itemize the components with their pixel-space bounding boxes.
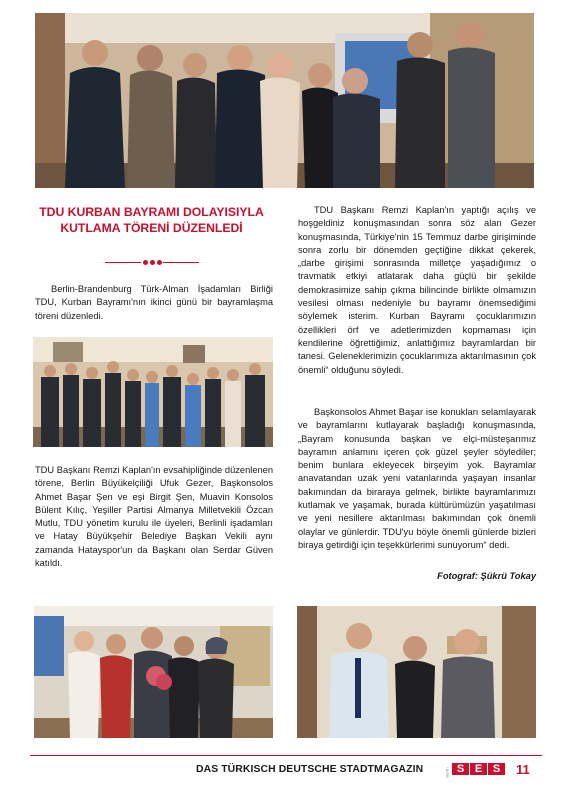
footer-rule [30,755,542,756]
article-intro: Berlin-Brandenburg Türk-Alman İşadamları Birliği TDU, Kurban Bayramı'nın ikinci günü bir bayramlaşma töreni düzenledi. [35,284,273,321]
article-paragraph-1: TDU Başkanı Remzi Kaplan'ın evsahipliğinde düzenlenen törene, Berlin Büyükelçiliği Ufuk Gezer, Başkonsolos Ahmet Başar Şen ve eşi Birgit Şen, Muavin Konsolos Bülent Kılıç, Yeşiller Partisi Almanya Milletvekili Özcan Mutlu, TDU yönetim kurulu ile üyeleri, Berlinli işadamları ve Hatay Büyükşehir Belediye Başkan Vekili aynı zamanda Hatayspor'un da Başkanı olan Serdar Güven katıldı. [35,465,273,569]
logo-letter-2: E [470,763,487,775]
article-title-line2: KUTLAMA TÖRENİ DÜZENLEDİ [60,221,243,235]
footer-magazine-title: DAS TÜRKISCH DEUTSCHE STADTMAGAZIN [196,764,424,775]
footer-small-label: Berlin [444,767,450,778]
article-paragraph-2: TDU Başkanı Remzi Kaplan'ın yaptığı açılış ve hoşgeldiniz konuşmasından sonra söz alan Gezer konuşmasında, Türkiye'nin 15 Temmuz darbe girişiminde sonra zorlu bir dönemden geçtiğine dikkat çekerek, „darbe girişimi sonrasında milletçe yaşadığımız o travmatik etkiyi atlatarak daha güçlü bir şekilde demokrasimize sahip çıkma bilincinde birlikte olmamızın vesilesi olması nedeniyle bu bayramı önemsediğimi söylemek isterim. Kurban Bayramı çocuklarımızın özellikleri örf ve adetlerimizden kopmaması için kendilerine öğrettiğimiz, anlattığımız bayramlardan bir tanesi. Geleneklerimizin çocuklarımıza aktarılmasının çok önemli“ olduğunu söyledi. [298,205,536,375]
photo-three-guests [297,606,536,738]
logo-letter-3: S [488,763,505,775]
group-photo-hall [33,337,273,447]
photo-credit: Fotograf: Şükrü Tokay [437,571,536,581]
photo-guests-flowers [34,606,273,738]
article-title [30,204,273,236]
logo-letter-1: S [452,763,469,775]
article-title-line1: TDU KURBAN BAYRAMI DOLAYISIYLA [39,205,264,219]
ses-logo [452,763,505,775]
article-paragraph-3: Başkonsolos Ahmet Başar ise konukları selamlayarak ve bayramlarını kutlayarak başladığı konuşmasında, „Bayram konusunda başkan ve elçi-müsteşarımız bayramın anlamını içeren çok güzel şeyler söylediler; benim bunlara ekleyecek birşeyim yok. Bayramlar anavatandan uzak yeni vatanlarında yaşayan insanlar bakımından da biraraya gelmek, birlikte bayramlarımızı kutlamak ve yaşamak, burada kültürümüzün yaşatılması ve yeni nesillere aktarılması bakımından çok önemli olaylar ve günlerdir. TDU'yu böyle önemli günlerde bizleri biraya getirdiği için teşekkürlerimi sunuyorum“ dedi. [298,407,536,550]
page-number: 11 [516,762,530,777]
group-photo-top [35,13,534,188]
title-divider [105,259,199,266]
